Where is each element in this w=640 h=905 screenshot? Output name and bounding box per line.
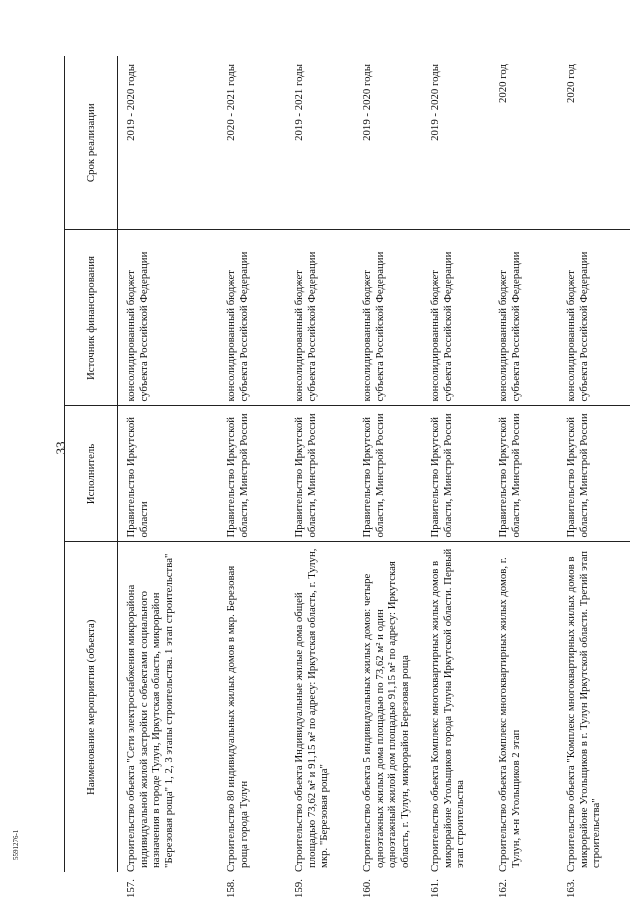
header-executor: Исполнитель [65,406,118,542]
measures-table [64,56,630,898]
cell-term: 2020 - 2021 годы [222,56,290,230]
cell-executor: Правительство Иркутской области, Минстрой России [562,406,630,542]
cell-source: консолидированный бюджет субъекта Российской Федерации [426,230,494,406]
row-name-text: Строительство объекта "Сети электроснабжения микрорайона индивидуальной жилой застройки с объектами социального назначения в городе Тулун, Иркутская область, микрорайон "Березовая роща" 1, 2, 3 этапы строительства. 1 этап строительства" [125,553,175,872]
cell-name [426,542,494,898]
cell-name [290,542,358,898]
cell-term: 2019 - 2021 годы [290,56,358,230]
cell-executor: Правительство Иркутской области, Минстрой России [222,406,290,542]
cell-executor: Правительство Иркутской области, Минстрой России [290,406,358,542]
cell-source: консолидированный бюджет субъекта Российской Федерации [290,230,358,406]
cell-name [118,542,223,898]
row-name-text: Строительство объекта Комплекс многоквартирных жилых домов в микрорайоне Угольщиков города Тулуна Иркутской области. Первый этап строительства [429,548,467,872]
header-source: Источник финансирования [65,230,118,406]
row-name-text: Строительство объекта Индивидуальные жилые дома общей площадью 73,62 м² и 91,15 м² по адресу: Иркутская область, г. Тулун, мкр. "Березовая роща" [293,548,331,872]
row-name-text: Строительство 80 индивидуальных жилых домов в мкр. Березовая роща города Тулун [225,565,250,872]
cell-source: консолидированный бюджет субъекта Российской Федерации [118,230,223,406]
row-number: 161. [429,879,441,898]
table-row [358,56,426,872]
cell-source: консолидированный бюджет субъекта Российской Федерации [358,230,426,406]
cell-executor: Правительство Иркутской области, Минстрой России [426,406,494,542]
row-name-text: Строительство объекта Комплекс многоквартирных жилых домов, г. Тулун, м-н Угольщиков 2 этап [497,557,522,872]
cell-executor: Правительство Иркутской области [118,406,223,542]
row-name-text: Строительство объекта 5 индивидуальных жилых домов: четыре одноэтажных жилых дома площадью по 73,62 м² и один одноэтажный жилой дом площадью 91,15 м² по адресу: Иркутская область, г. Тулун, микрорайон Березовая роща [361,561,411,872]
cell-term: 2019 - 2020 годы [426,56,494,230]
row-number: 163. [565,879,577,898]
rotated-table-container [64,56,608,898]
cell-term: 2020 год [562,56,630,230]
cell-term: 2019 - 2020 годы [118,56,223,230]
cell-name [562,542,630,898]
table-row [290,56,358,872]
row-number: 158. [225,879,237,898]
header-name: Наименование мероприятия (объекта) [65,542,118,872]
row-number: 157. [125,879,137,898]
table-row [426,56,494,872]
cell-source: консолидированный бюджет субъекта Российской Федерации [562,230,630,406]
cell-term: 2020 год [494,56,562,230]
table-header-row [65,56,118,872]
row-number: 159. [293,879,305,898]
cell-source: консолидированный бюджет субъекта Российской Федерации [494,230,562,406]
table-row [494,56,562,872]
cell-name [358,542,426,898]
cell-executor: Правительство Иркутской области, Минстрой России [358,406,426,542]
page-number: 33 [53,441,68,455]
row-number: 162. [497,879,509,898]
cell-executor: Правительство Иркутской области, Минстрой России [494,406,562,542]
header-term: Срок реализации [65,56,118,230]
document-id: 5591276-1 [12,829,20,860]
table-row [222,56,290,872]
table-row [562,56,630,872]
table-row [118,56,223,872]
cell-name [494,542,562,898]
cell-term: 2019 - 2020 годы [358,56,426,230]
cell-source: консолидированный бюджет субъекта Российской Федерации [222,230,290,406]
row-name-text: Строительство объекта "Комплекс многоквартирных жилых домов в микрорайоне Угольщиков в г. Тулун Иркутской области. Третий этап строительства" [565,551,603,872]
cell-name [222,542,290,898]
row-number: 160. [361,879,373,898]
